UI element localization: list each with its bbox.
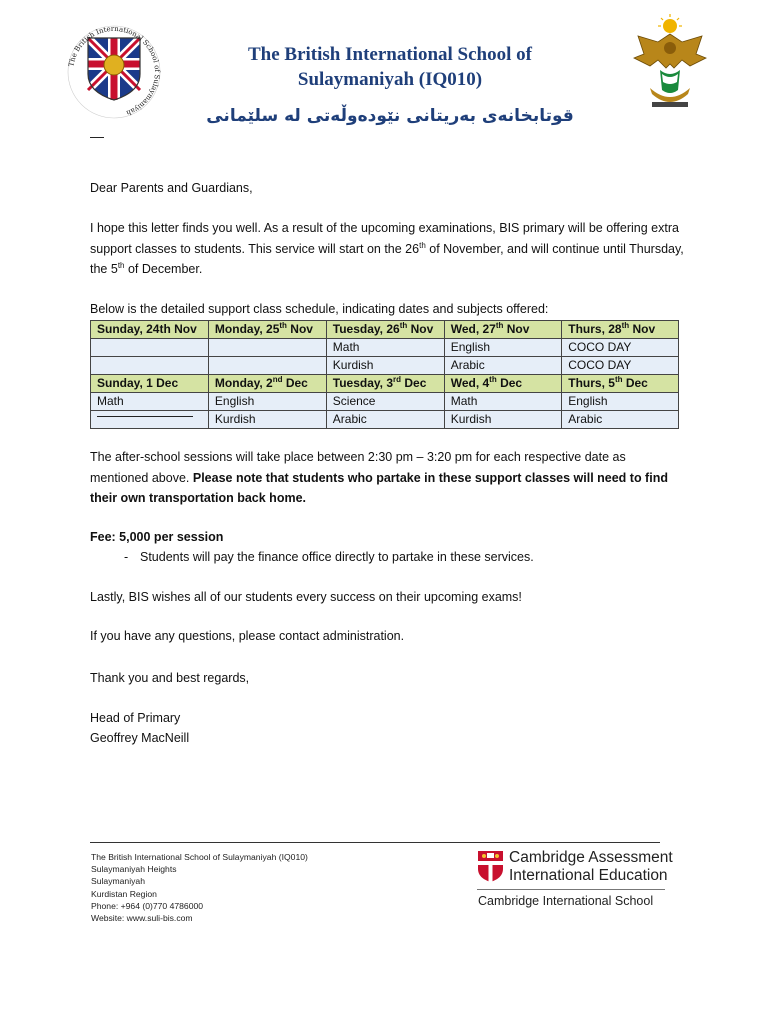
footer-address-line: Sulaymaniyah (91, 876, 145, 887)
footer-website: Website: www.suli-bis.com (91, 913, 193, 924)
schedule-subject-cell: Arabic (562, 411, 679, 429)
footer-address-line: The British International School of Sulaymaniyah (IQ010) (91, 852, 308, 862)
schedule-intro: Below is the detailed support class schedule, indicating dates and subjects offered: (90, 302, 549, 316)
cambridge-logo-block (477, 850, 677, 912)
wishes-text: Lastly, BIS wishes all of our students every success on their upcoming exams! (90, 590, 522, 604)
schedule-date-cell: Sunday, 24th Nov (91, 321, 209, 339)
intro-text-2: of November, and will continue until Thursday, the 5 (90, 241, 684, 276)
kurdistan-emblem-logo (628, 14, 712, 112)
schedule-subject-cell: Kurdish (326, 357, 444, 375)
schedule-date-cell: Wed, 4th Dec (444, 375, 562, 393)
schedule-date-cell: Wed, 27th Nov (444, 321, 562, 339)
intro-sup-2: th (117, 260, 125, 270)
schedule-date-cell: Tuesday, 3rd Dec (326, 375, 444, 393)
schedule-table (90, 320, 679, 429)
footer-address-line: Kurdistan Region (91, 888, 157, 899)
schedule-subject-row (91, 339, 679, 357)
schedule-subject-cell (91, 357, 209, 375)
footer-phone: Phone: +964 (0)770 4786000 (91, 900, 204, 911)
cambridge-shield-icon (478, 851, 503, 882)
sessions-paragraph (90, 447, 676, 509)
intro-text-1: I hope this letter finds you well. As a result of the upcoming examinations, BIS primary will be offering extra support classes to students. This service will start on the 26 (90, 221, 679, 256)
schedule-subject-cell (208, 357, 326, 375)
intro-text-3: of December. (124, 262, 203, 276)
footer-divider (90, 842, 660, 843)
questions-text: If you have any questions, please contact administration. (90, 629, 405, 643)
signer-name: Geoffrey MacNeill (90, 731, 190, 745)
schedule-date-cell: Monday, 2nd Dec (208, 375, 326, 393)
school-title-kurdish: قوتابخانەی بەریتانی نێودەوڵەتی لە سلێمانی (206, 106, 574, 126)
schedule-subject-cell: Math (444, 393, 562, 411)
cambridge-divider (477, 889, 665, 890)
footer-address (91, 851, 308, 924)
closing-text: Thank you and best regards, (90, 671, 250, 685)
schedule-subject-cell: Kurdish (444, 411, 562, 429)
fee-heading: Fee: 5,000 per session (90, 530, 224, 544)
crest-circular-text: The British International School of Sulaymaniyah (67, 24, 162, 117)
salutation: Dear Parents and Guardians, (90, 181, 253, 195)
cambridge-line1: Cambridge Assessment (509, 849, 673, 866)
intro-paragraph (90, 218, 686, 280)
schedule-header-row (91, 321, 679, 339)
schedule-subject-cell: COCO DAY (562, 339, 679, 357)
cambridge-line2: International Education (509, 867, 668, 884)
schedule-subject-cell: Arabic (326, 411, 444, 429)
schedule-subject-row (91, 411, 679, 429)
schedule-subject-row (91, 393, 679, 411)
schedule-subject-cell: Arabic (444, 357, 562, 375)
schedule-header-row (91, 375, 679, 393)
school-title-line2: Sulaymaniyah (IQ010) (297, 69, 483, 90)
schedule-date-cell: Thurs, 5th Dec (562, 375, 679, 393)
schedule-date-cell: Tuesday, 26th Nov (326, 321, 444, 339)
schedule-subject-cell: English (444, 339, 562, 357)
schedule-subject-cell (208, 339, 326, 357)
fee-bullet-text: Students will pay the finance office directly to partake in these services. (140, 550, 534, 564)
schedule-subject-cell: COCO DAY (562, 357, 679, 375)
schedule-subject-cell (91, 339, 209, 357)
school-crest-logo (66, 24, 162, 120)
signer-title: Head of Primary (90, 711, 181, 725)
cambridge-line3: Cambridge International School (478, 894, 654, 908)
schedule-subject-cell: Science (326, 393, 444, 411)
blank-line (97, 416, 193, 417)
header-dash: — (90, 128, 104, 144)
schedule-subject-cell (91, 411, 209, 429)
schedule-subject-cell: Kurdish (208, 411, 326, 429)
schedule-subject-row (91, 357, 679, 375)
school-title (180, 42, 600, 92)
school-title-line1: The British International School of (248, 44, 532, 65)
schedule-date-cell: Thurs, 28th Nov (562, 321, 679, 339)
schedule-subject-cell: English (562, 393, 679, 411)
sessions-bold-note: Please note that students who partake in these support classes will need to find their own transportation back home. (90, 470, 668, 505)
schedule-date-cell: Monday, 25th Nov (208, 321, 326, 339)
intro-sup-1: th (419, 240, 426, 250)
bullet-dash: - (124, 550, 129, 564)
schedule-subject-cell: English (208, 393, 326, 411)
sessions-text: The after-school sessions will take place between 2:30 pm – 3:20 pm for each respective date as mentioned above. (90, 450, 626, 485)
schedule-subject-cell: Math (91, 393, 209, 411)
footer-address-line: Sulaymaniyah Heights (91, 864, 177, 875)
fee-bullet (124, 547, 534, 567)
schedule-subject-cell: Math (326, 339, 444, 357)
schedule-date-cell: Sunday, 1 Dec (91, 375, 209, 393)
